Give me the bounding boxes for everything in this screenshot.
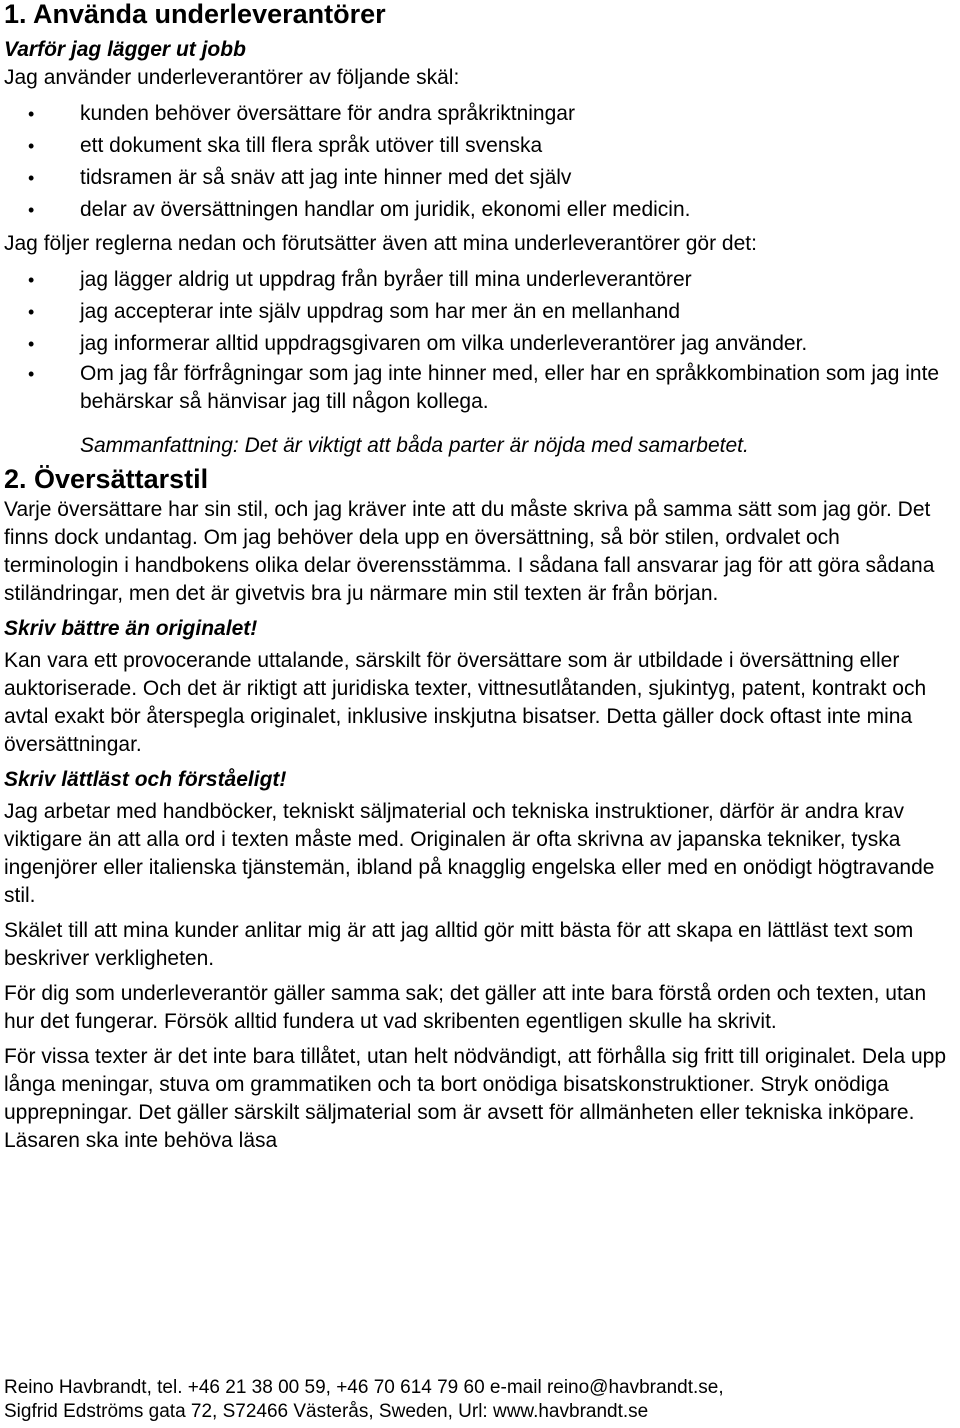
reasons-intro: Jag använder underleverantörer av följande skäl: bbox=[4, 66, 460, 89]
bullet-icon: • bbox=[28, 168, 35, 188]
footer-contact-line: Reino Havbrandt, tel. +46 21 38 00 59, +46 70 614 79 60 e-mail reino@havbrandt.se, bbox=[4, 1377, 724, 1398]
list-item: • Om jag får förfrågningar som jag inte hinner med, eller har en språkkombination som jag inte behärskar så hänvisar jag till någon kollega. bbox=[28, 362, 940, 413]
heading-readable: Skriv lättläst och förståeligt! bbox=[4, 768, 287, 791]
paragraph: För dig som underleverantör gäller samma sak; det gäller att inte bara förstå orden och texten, utan hur det fungerar. Försök alltid fundera ut vad skribenten egentligen skulle ha skrivit. bbox=[4, 982, 927, 1033]
rules-list bbox=[4, 264, 960, 416]
list-item: • ett dokument ska till flera språk utöver till svenska bbox=[4, 130, 960, 162]
paragraph: Kan vara ett provocerande uttalande, särskilt för översättare som är utbildade i översättning eller auktoriserade. Och det är riktigt att juridiska texter, vittnesutlåtanden, sjukintyg, patent, kontrakt och avtal exakt bör återspegla originalet, inklusive inskjutna bisatser. Detta gäller dock oftast inte mina översättningar. bbox=[4, 649, 927, 756]
bullet-icon: • bbox=[28, 364, 35, 384]
paragraph: Skälet till att mina kunder anlitar mig är att jag alltid gör mitt bästa för att skapa en lättläst text som beskriver verkligheten. bbox=[4, 919, 914, 970]
paragraph: För vissa texter är det inte bara tillåtet, utan helt nödvändigt, att förhålla sig fritt till originalet. Dela upp långa meningar, stuva om grammatiken och ta bort onödiga bisatskonstruktioner. Stryk onödiga upprepningar. Det gäller särskilt säljmaterial som är avsett för allmänheten eller tekniska inköpare. Läsaren ska inte behöva läsa bbox=[4, 1045, 946, 1152]
list-item: • jag accepterar inte själv uppdrag som har mer än en mellanhand bbox=[4, 296, 960, 328]
section-2-title: 2. Översättarstil bbox=[4, 464, 209, 494]
reasons-list bbox=[4, 98, 960, 226]
list-item: • tidsramen är så snäv att jag inte hinner med det själv bbox=[4, 162, 960, 194]
bullet-icon: • bbox=[28, 334, 35, 354]
summary-text: Sammanfattning: Det är viktigt att båda parter är nöjda med samarbetet. bbox=[80, 434, 749, 457]
bullet-icon: • bbox=[28, 104, 35, 124]
paragraph: Jag arbetar med handböcker, tekniskt säljmaterial och tekniska instruktioner, därför är andra krav viktigare än att alla ord i texten måste med. Originalen är ofta skrivna av japanska tekniker, tyska ingenjörer eller italienska tjänstemän, ibland på knagglig engelska eller med en onödigt högtravande stil. bbox=[4, 800, 935, 907]
bullet-icon: • bbox=[28, 302, 35, 322]
heading-better-than-original: Skriv bättre än originalet! bbox=[4, 617, 258, 640]
section-1-title: 1. Använda underleverantörer bbox=[4, 0, 386, 29]
list-item: • delar av översättningen handlar om juridik, ekonomi eller medicin. bbox=[4, 194, 960, 226]
list-item: • jag informerar alltid uppdragsgivaren om vilka underleverantörer jag använder. bbox=[4, 330, 960, 358]
bullet-icon: • bbox=[28, 200, 35, 220]
paragraph: Varje översättare har sin stil, och jag kräver inte att du måste skriva på samma sätt som jag gör. Det finns dock undantag. Om jag behöver dela upp en översättning, så bör stilen, ordvalet och terminologin i handbokens olika delar överensstämma. I sådana fall ansvarar jag för att göra sådana stiländringar, men det är givetvis bra ju närmare min stil texten är från början. bbox=[4, 498, 935, 605]
bullet-icon: • bbox=[28, 136, 35, 156]
footer-address-line: Sigfrid Edströms gata 72, S72466 Västerås, Sweden, Url: www.havbrandt.se bbox=[4, 1401, 649, 1422]
rules-intro: Jag följer reglerna nedan och förutsätter även att mina underleverantörer gör det: bbox=[4, 232, 757, 255]
list-item: • kunden behöver översättare för andra språkriktningar bbox=[4, 98, 960, 130]
page-footer bbox=[4, 1376, 724, 1424]
list-item: • jag lägger aldrig ut uppdrag från byråer till mina underleverantörer bbox=[4, 264, 960, 296]
section-1-subtitle: Varför jag lägger ut jobb bbox=[4, 38, 246, 61]
bullet-icon: • bbox=[28, 270, 35, 290]
